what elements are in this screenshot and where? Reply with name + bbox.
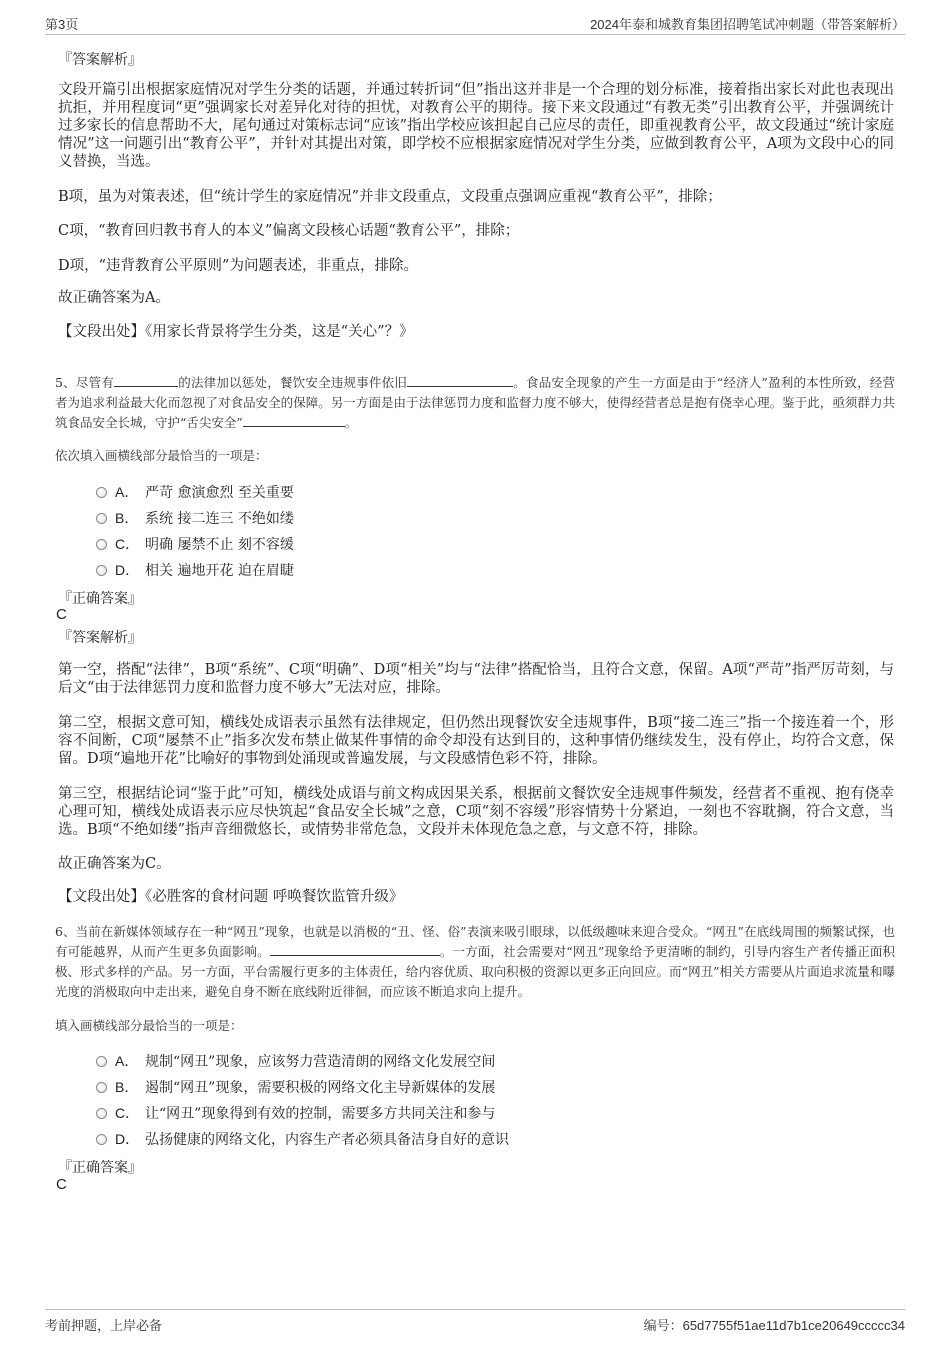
q6-option-b[interactable]: B． 遏制“网丑”现象，需要积极的网络文化主导新媒体的发展 <box>96 1077 495 1097</box>
q5-option-d[interactable]: D． 相关 遍地开花 迫在眉睫 <box>96 560 294 580</box>
q5-blank-3 <box>243 414 345 427</box>
q5-conclusion: 故正确答案为C。 <box>58 856 171 872</box>
q4-analysis-paragraph-1: 文段开篇引出根据家庭情况对学生分类的话题，并通过转折词“但”指出这并非是一个合理的划分标准，接着指出家长对此也表现出抗拒，并用程度词“更”强调家长对差异化对待的担忧，对教育公平的期待。接下来文段通过“有教无类”引出教育公平，并强调统计过多家长的信息帮助不大，尾句通过对策标志词“应该”指出学校应该担起自己应尽的责任，即重视教育公平，故文段通过“统计家庭情况”这一问题引出“教育公平”，并针对其提出对策，即学校不应根据家庭情况对学生分类，应做到教育公平，A项为文段中心的同义替换，当选。 <box>58 82 894 170</box>
radio-icon[interactable] <box>96 487 107 498</box>
radio-icon[interactable] <box>96 539 107 550</box>
q4-conclusion: 故正确答案为A。 <box>58 290 170 306</box>
q5-correct-label: 『正确答案』 <box>58 591 142 607</box>
q5-prompt: 依次填入画横线部分最恰当的一项是： <box>55 448 268 463</box>
radio-icon[interactable] <box>96 1108 107 1119</box>
q5-blank-1 <box>114 374 178 387</box>
document-title: 2024年泰和城教育集团招聘笔试冲刺题（带答案解析） <box>590 17 905 32</box>
q5-source: 【文段出处】《必胜客的食材问题 呼唤餐饮监管升级》 <box>58 889 404 905</box>
q4-analysis-label: 『答案解析』 <box>58 52 142 68</box>
q5-option-a[interactable]: A． 严苛 愈演愈烈 至关重要 <box>96 482 294 502</box>
q4-source: 【文段出处】《用家长背景将学生分类，这是“关心”？》 <box>58 324 414 340</box>
q6-option-a[interactable]: A． 规制“网丑”现象，应该努力营造清朗的网络文化发展空间 <box>96 1051 495 1071</box>
page-header <box>45 12 905 35</box>
radio-icon[interactable] <box>96 1082 107 1093</box>
q5-blank-2 <box>407 374 513 387</box>
q4-analysis-option-c: C项，“教育回归教书育人的本义”偏离文段核心话题“教育公平”，排除； <box>58 223 520 239</box>
footer-slogan: 考前押题，上岸必备 <box>45 1318 163 1333</box>
radio-icon[interactable] <box>96 1056 107 1067</box>
q6-blank <box>270 943 440 956</box>
q5-analysis-paragraph-3: 第三空，根据结论词“鉴于此”可知，横线处成语与前文构成因果关系，根据前文餐饮安全违规事件频发，经营者不重视、抱有侥幸心理可知，横线处成语表示应尽快筑起“食品安全长城”之意，C项“刻不容缓”形容情势十分紧迫，一刻也不容耽搁，符合文意，当选。B项“不绝如缕”指声音细微悠长，或情势非常危急，文段并未体现危急之意，与文意不符，排除。 <box>58 786 894 838</box>
document-serial: 编号：65d7755f51ae11d7b1ce20649ccccc34 <box>643 1318 905 1333</box>
q5-analysis-label: 『答案解析』 <box>58 630 142 646</box>
q5-option-b[interactable]: B． 系统 接二连三 不绝如缕 <box>96 508 294 528</box>
radio-icon[interactable] <box>96 565 107 576</box>
q6-question-text: 6、当前在新媒体领域存在一种“网丑”现象，也就是以消极的“丑、怪、俗”表演来吸引眼球，以低级趣味来迎合受众。“网丑”在底线周围的频繁试探，也有可能越界，从而产生更多负面影响。 。一方面，社会需要对“网丑”现象给予更清晰的制约，引导内容生产者传播正面积极、形式多样的产品。另一方面，平台需履行更多的主体责任，给内容优质、取向积极的资源以更多正向回应。而“网丑”相关方需要从片面追求流量和曝光度的消极取向中走出来，避免自身不断在底线附近徘徊，而应该不断追求向上提升。 <box>55 924 895 999</box>
q4-analysis-option-d: D项，“违背教育公平原则”为问题表述，非重点，排除。 <box>58 258 418 274</box>
q6-option-c[interactable]: C． 让“网丑”现象得到有效的控制，需要多方共同关注和参与 <box>96 1103 495 1123</box>
q5-option-c[interactable]: C． 明确 屡禁不止 刻不容缓 <box>96 534 294 554</box>
page-number: 第3页 <box>45 17 79 32</box>
q5-analysis-paragraph-2: 第二空，根据文意可知，横线处成语表示虽然有法律规定，但仍然出现餐饮安全违规事件，B项“接二连三”指一个接连着一个，形容不间断，C项“屡禁不止”指多次发布禁止做某件事情的命令却没有达到目的，这种事情仍继续发生，没有停止，均符合文意，保留。D项“遍地开花”比喻好的事物到处涌现或普遍发展，与文段感情色彩不符，排除。 <box>58 715 894 767</box>
radio-icon[interactable] <box>96 513 107 524</box>
q6-correct-label: 『正确答案』 <box>58 1160 142 1176</box>
q5-question-text: 5、尽管有 的法律加以惩处，餐饮安全违规事件依旧 。食品安全现象的产生一方面是由于“经济人”盈利的本性所致，经营者为追求利益最大化而忽视了对食品安全的保障。另一方面是由于法律惩罚力度和监督力度不够大，使得经营者总是抱有侥幸心理。鉴于此，亟须群力共筑食品安全长城，守护“舌尖安全” 。 <box>55 375 895 430</box>
q4-analysis-option-b: B项，虽为对策表述，但“统计学生的家庭情况”并非文段重点，文段重点强调应重视“教育公平”，排除； <box>58 189 722 205</box>
q6-prompt: 填入画横线部分最恰当的一项是： <box>55 1018 243 1033</box>
q5-analysis-paragraph-1: 第一空，搭配“法律”，B项“系统”、C项“明确”、D项“相关”均与“法律”搭配恰当，且符合文意，保留。A项“严苛”指严厉苛刻，与后文“由于法律惩罚力度和监督力度不够大”无法对应，排除。 <box>58 662 894 696</box>
q6-option-d[interactable]: D． 弘扬健康的网络文化，内容生产者必须具备洁身自好的意识 <box>96 1129 509 1149</box>
q6-correct-answer: C <box>56 1176 67 1193</box>
radio-icon[interactable] <box>96 1134 107 1145</box>
page-footer <box>45 1309 905 1336</box>
q5-correct-answer: C <box>56 606 67 623</box>
